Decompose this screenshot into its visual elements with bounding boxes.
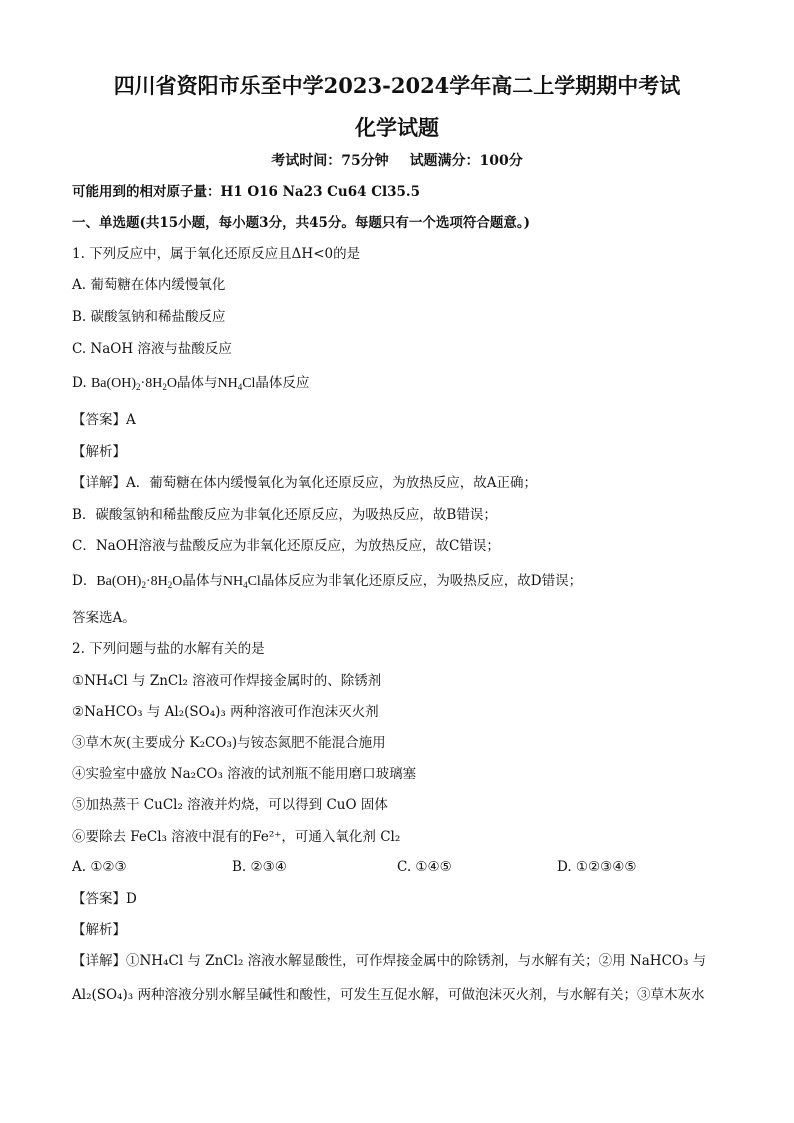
question-2-item-2: ②NaHCO₃ 与 Al₂(SO₄)₃ 两种溶液可作泡沫灭火剂 (72, 704, 379, 720)
question-2-item-3: ③草木灰(主要成分 K₂CO₃)与铵态氮肥不能混合施用 (72, 735, 386, 751)
document-title: 四川省资阳市乐至中学2023-2024学年高二上学期期中考试 (113, 73, 681, 98)
question-2-item-1: ①NH₄Cl 与 ZnCl₂ 溶液可作焊接金属时的、除锈剂 (72, 673, 382, 689)
question-2-option-c: C. ①④⑤ (397, 859, 452, 875)
exam-meta (0, 150, 794, 170)
question-2-answer: 【答案】D (72, 891, 137, 907)
question-1-analysis-label: 【解析】 (72, 444, 126, 460)
question-2-item-5: ⑤加热蒸干 CuCl₂ 溶液并灼烧，可以得到 CuO 固体 (72, 797, 388, 813)
exam-time: 考试时间：75分钟 (271, 153, 389, 169)
question-2-detail-line-1: 【详解】①NH₄Cl 与 ZnCl₂ 溶液水解显酸性，可作焊接金属中的除锈剂，与水解有关；②用 NaHCO₃ 与 (72, 953, 707, 969)
question-1-detail-a: 【详解】A．葡萄糖在体内缓慢氧化为氧化还原反应，为放热反应，故A正确； (72, 475, 537, 491)
question-1-option-b: B. 碳酸氢钠和稀盐酸反应 (72, 309, 226, 325)
question-2-detail-line-2: Al₂(SO₄)₃ 两种溶液分别水解呈碱性和酸性，可发生互促水解，可做泡沫灭火剂，与水解有关；③草木灰水 (72, 987, 705, 1003)
question-2-item-6: ⑥要除去 FeCl₃ 溶液中混有的Fe²⁺，可通入氧化剂 Cl₂ (72, 829, 401, 845)
question-1-answer: 【答案】A (72, 412, 136, 428)
section-heading: 一、单选题(共15小题，每小题3分，共45分。每题只有一个选项符合题意。) (72, 215, 530, 231)
question-1-detail-d: D．$Ba(OH)_2\cdot 8H_2O$晶体与$NH_4Cl$晶体反应为非氧化还原反应，为吸热反应，故D错误； (72, 573, 583, 590)
question-1-option-c: C. NaOH 溶液与盐酸反应 (72, 341, 232, 357)
question-2-option-a: A. ①②③ (72, 859, 127, 875)
question-2-option-b: B. ②③④ (232, 859, 287, 875)
question-1-detail-c: C．NaOH溶液与盐酸反应为非氧化还原反应，为放热反应，故C错误； (72, 538, 500, 554)
question-1-option-a: A. 葡萄糖在体内缓慢氧化 (72, 277, 226, 293)
question-2-stem: 2. 下列问题与盐的水解有关的是 (72, 641, 265, 657)
full-score: 试题满分：100分 (409, 153, 523, 169)
question-1-option-d: D. $Ba(OH)_2\cdot 8H_2O$晶体与$NH_4Cl$晶体反应 (72, 375, 310, 392)
question-1-detail-b: B．碳酸氢钠和稀盐酸反应为非氧化还原反应，为吸热反应，故B错误； (72, 507, 497, 523)
document-subtitle: 化学试题 (355, 115, 439, 140)
question-2-option-d: D. ①②③④⑤ (557, 859, 637, 875)
question-2-analysis-label: 【解析】 (72, 922, 126, 938)
question-1-conclusion: 答案选A。 (72, 610, 136, 626)
question-2-item-4: ④实验室中盛放 Na₂CO₃ 溶液的试剂瓶不能用磨口玻璃塞 (72, 766, 417, 782)
question-1-stem: 1. 下列反应中，属于氧化还原反应且ΔH<0的是 (72, 246, 361, 262)
atomic-masses: 可能用到的相对原子量：H1 O16 Na23 Cu64 Cl35.5 (72, 184, 420, 200)
